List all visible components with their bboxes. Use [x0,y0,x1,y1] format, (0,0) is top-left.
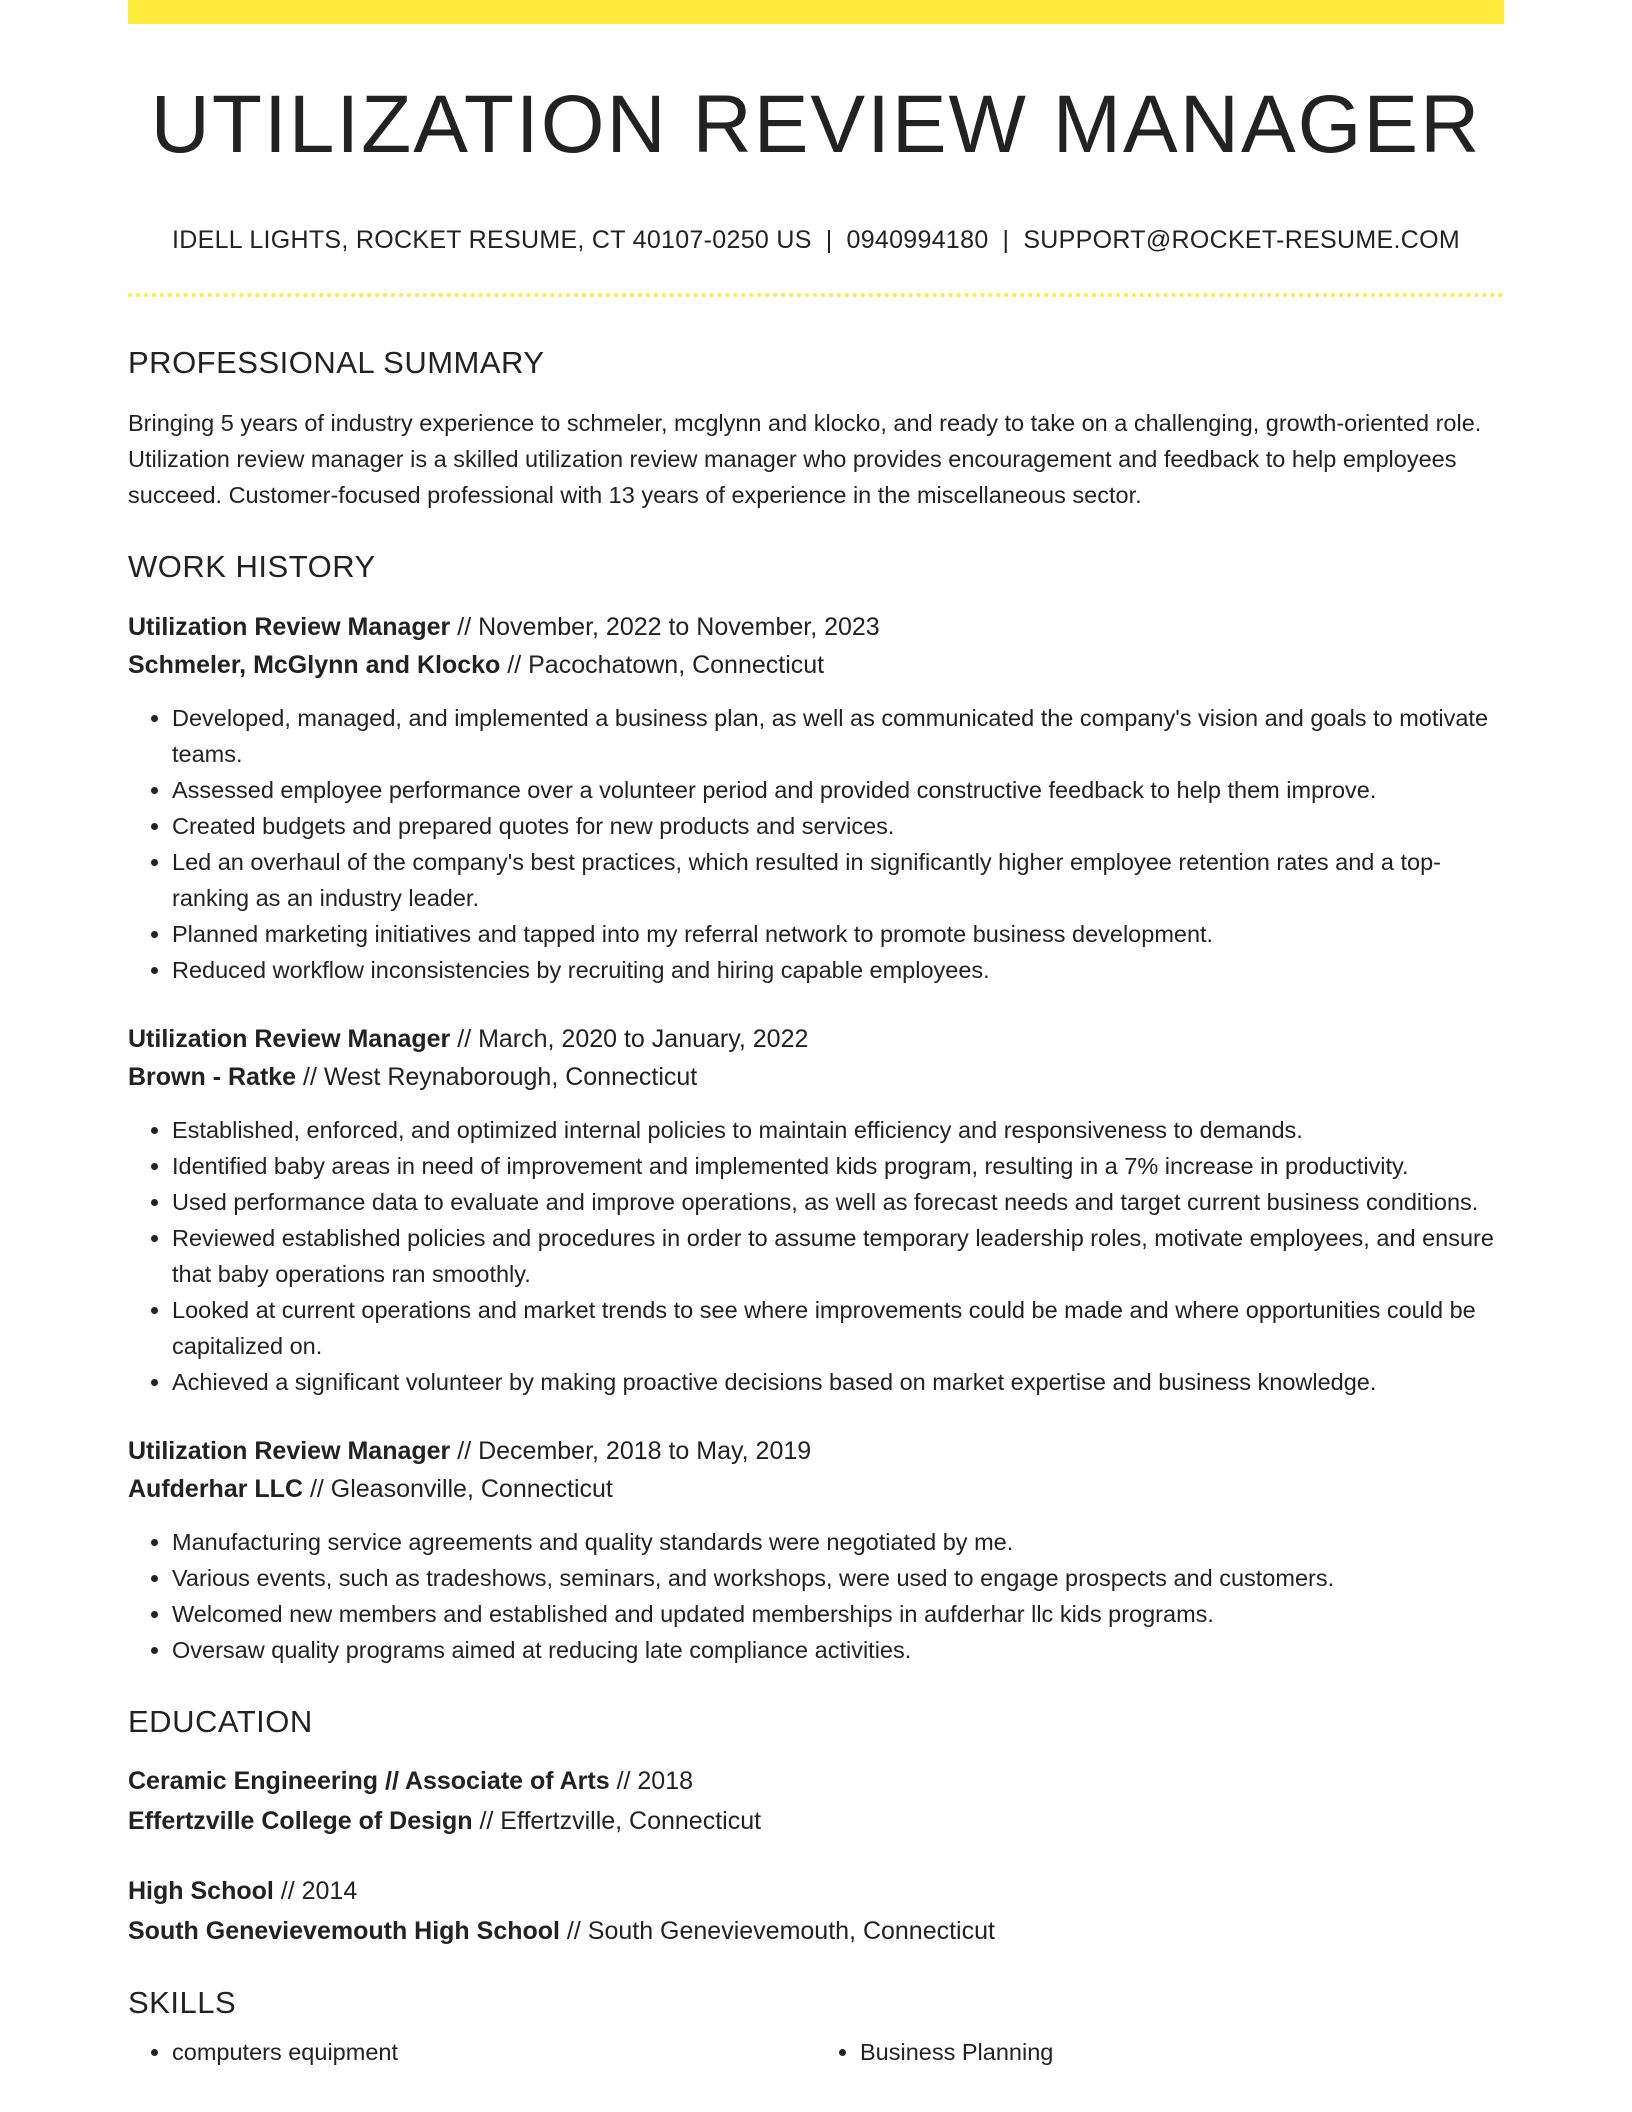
list-item: • Welcomed new members and established and updated memberships in aufderhar llc kids programs. [172,1596,1504,1632]
list-item: • Identified baby areas in need of improvement and implemented kids program, resulting in a 7% increase in productivity. [172,1148,1504,1184]
skills-column-left [128,2034,816,2070]
job-title-line [128,1432,1504,1470]
job-company-line [128,646,1504,684]
job-bullets [128,1112,1504,1400]
page-title: UTILIZATION REVIEW MANAGER [150,79,1482,170]
job-company-line [128,1058,1504,1096]
job-title-line [128,1020,1504,1058]
list-item: • Reviewed established policies and procedures in order to assume temporary leadership roles, motivate employees, and ensure that baby operations ran smoothly. [172,1220,1504,1292]
edu-school-line [128,1801,1504,1841]
list-item: • Used performance data to evaluate and improve operations, as well as forecast needs and target current business conditions. [172,1184,1504,1220]
address: IDELL LIGHTS, ROCKET RESUME, CT 40107-0250 US [172,226,812,254]
job-bullets [128,700,1504,988]
section-title-work: WORK HISTORY [128,549,376,584]
contact-line [128,228,1504,253]
summary-text: Bringing 5 years of industry experience to schmeler, mcglynn and klocko, and ready to take on a challenging, growth-oriented role. Utilization review manager is a skilled utilization review manager who provides encouragement and feedback to help employees succeed. Customer-focused professional with 13 years of experience in the miscellaneous sector. [128,410,1482,508]
section-title-education: EDUCATION [128,1704,313,1739]
list-item: • computers equipment [172,2034,816,2070]
edu-degree-line [128,1871,1504,1911]
job-title-line [128,608,1504,646]
job-bullets [128,1524,1504,1668]
edu-school: South Genevievemouth High School [128,1917,560,1945]
job-company-line [128,1470,1504,1508]
email: SUPPORT@ROCKET-RESUME.COM [1023,226,1460,254]
list-item: • Developed, managed, and implemented a business plan, as well as communicated the company's vision and goals to motivate teams. [172,700,1504,772]
job-role: Utilization Review Manager [128,613,451,641]
list-item: • Planned marketing initiatives and tapped into my referral network to promote business development. [172,916,1504,952]
resume-page [128,0,1504,2070]
list-item: • Achieved a significant volunteer by making proactive decisions based on market expertise and business knowledge. [172,1364,1504,1400]
edu-year: // 2014 [273,1877,358,1905]
list-item: • Assessed employee performance over a volunteer period and provided constructive feedback to help them improve. [172,772,1504,808]
job-role: Utilization Review Manager [128,1437,451,1465]
section-title-skills: SKILLS [128,1985,237,2020]
skills-column-right [816,2034,1504,2070]
list-item: • Manufacturing service agreements and quality standards were negotiated by me. [172,1524,1504,1560]
phone: 0940994180 [846,226,989,254]
list-item: • Led an overhaul of the company's best practices, which resulted in significantly higher employee retention rates and a top-ranking as an industry leader. [172,844,1504,916]
edu-year: // 2018 [609,1767,694,1795]
job-company: Schmeler, McGlynn and Klocko [128,651,501,679]
dotted-divider [128,293,1504,297]
list-item: • Oversaw quality programs aimed at reducing late compliance activities. [172,1632,1504,1668]
separator: | [1002,226,1010,254]
edu-degree: High School [128,1877,274,1905]
job-company: Brown - Ratke [128,1063,297,1091]
job-role: Utilization Review Manager [128,1025,451,1053]
separator: | [825,226,833,254]
education-entry [128,1871,1504,1951]
job-entry [128,1432,1504,1668]
top-accent-bar [128,0,1504,24]
edu-degree-line [128,1761,1504,1801]
section-title-summary: PROFESSIONAL SUMMARY [128,345,545,380]
list-item: • Looked at current operations and market trends to see where improvements could be made and where opportunities could be capitalized on. [172,1292,1504,1364]
job-dates: // November, 2022 to November, 2023 [450,613,880,641]
job-dates: // December, 2018 to May, 2019 [450,1437,812,1465]
job-location: // Gleasonville, Connecticut [303,1475,613,1503]
list-item: • Created budgets and prepared quotes for new products and services. [172,808,1504,844]
job-entry [128,1020,1504,1400]
edu-location: // South Genevievemouth, Connecticut [559,1917,995,1945]
job-company: Aufderhar LLC [128,1475,303,1503]
job-dates: // March, 2020 to January, 2022 [450,1025,809,1053]
skills-list [128,2034,1504,2070]
edu-school-line [128,1911,1504,1951]
list-item: • Business Planning [860,2034,1504,2070]
education-entry [128,1761,1504,1841]
list-item: • Reduced workflow inconsistencies by recruiting and hiring capable employees. [172,952,1504,988]
job-entry [128,608,1504,988]
list-item: • Established, enforced, and optimized internal policies to maintain efficiency and responsiveness to demands. [172,1112,1504,1148]
job-location: // West Reynaborough, Connecticut [296,1063,698,1091]
job-location: // Pacochatown, Connecticut [500,651,825,679]
edu-degree: Ceramic Engineering // Associate of Arts [128,1767,610,1795]
edu-school: Effertzville College of Design [128,1807,473,1835]
list-item: • Various events, such as tradeshows, seminars, and workshops, were used to engage prospects and customers. [172,1560,1504,1596]
edu-location: // Effertzville, Connecticut [472,1807,762,1835]
